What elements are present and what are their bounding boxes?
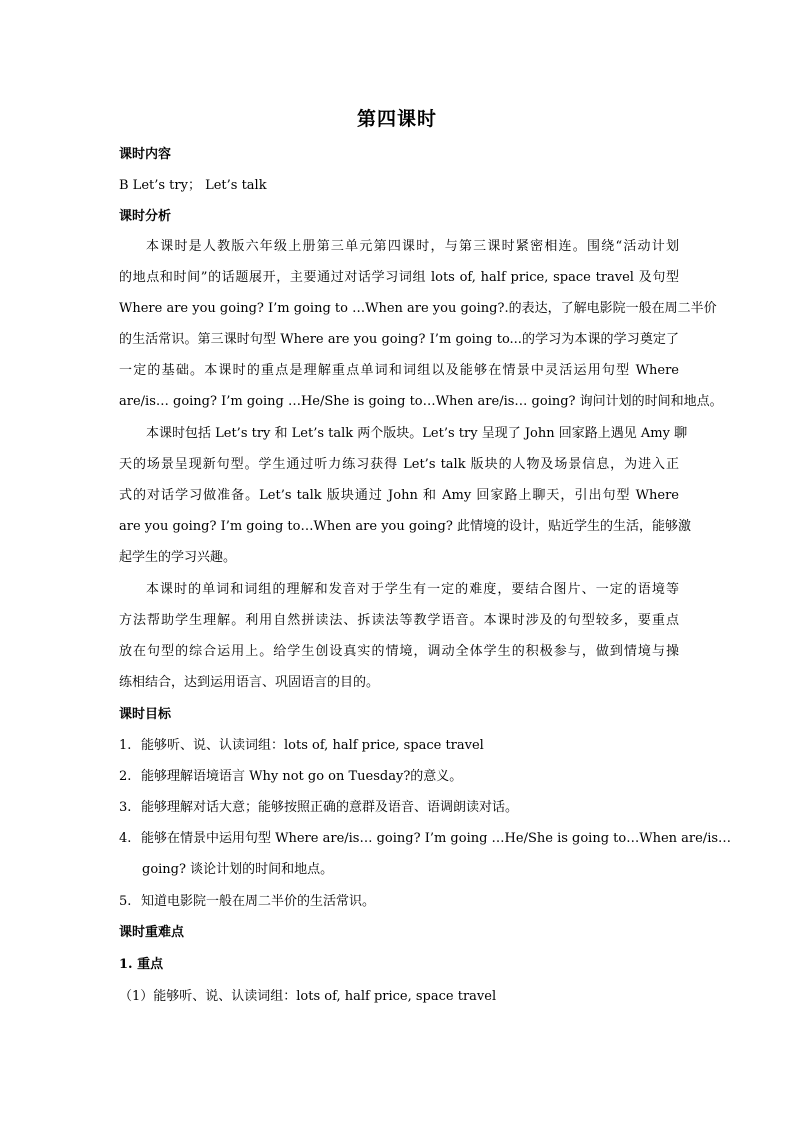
goal-item bbox=[119, 736, 679, 756]
analysis-line: 放在句型的综合运用上。给学生创设真实的情境，调动全体学生的积极参与，做到情境与操 bbox=[119, 644, 679, 659]
analysis-line: 天的场景呈现新句型。学生通过听力练习获得 Let’s talk 版块的人物及场景信息，为进入正 bbox=[119, 457, 679, 472]
analysis-line: are/is… going? I’m going …He/She is going to…When are/is… going? 询问计划的时间和地点。 bbox=[119, 394, 723, 409]
goal-number: 4. bbox=[119, 831, 132, 846]
goal-text: 知道电影院一般在周二半价的生活常识。 bbox=[141, 894, 376, 909]
analysis-line: 练相结合，达到运用语言、巩固语言的目的。 bbox=[119, 675, 380, 690]
goal-text: 能够理解语境语言 Why not go on Tuesday?的意义。 bbox=[141, 769, 463, 784]
analysis-line: 本课时的单词和词组的理解和发音对于学生有一定的难度，要结合图片、一定的语境等 bbox=[146, 582, 679, 597]
section-heading-goals: 课时目标 bbox=[119, 707, 172, 722]
analysis-line: 本课时是人教版六年级上册第三单元第四课时，与第三课时紧密相连。围绕“活动计划 bbox=[146, 239, 679, 254]
goal-item bbox=[119, 798, 679, 818]
goal-item-continuation bbox=[142, 860, 679, 880]
analysis-line: Where are you going? I’m going to …When are you going?.的表达，了解电影院一般在周二半价 bbox=[119, 301, 717, 316]
analysis-line: 起学生的学习兴趣。 bbox=[119, 550, 237, 565]
section-heading-content: 课时内容 bbox=[119, 147, 172, 162]
section-heading-analysis: 课时分析 bbox=[119, 209, 172, 224]
analysis-line: 一定的基础。本课时的重点是理解重点单词和词组以及能够在情景中灵活运用句型 Where bbox=[119, 363, 679, 378]
goal-text: 能够在情景中运用句型 Where are/is… going? I’m going …He/She is going to…When are/is… bbox=[141, 831, 732, 846]
goal-text: going? 谈论计划的时间和地点。 bbox=[142, 862, 334, 877]
page-title: 第四课时 bbox=[356, 108, 437, 130]
sub-heading-key-points: 1. 重点 bbox=[119, 957, 164, 972]
analysis-line: 的地点和时间”的话题展开，主要通过对话学习词组 lots of, half price, space travel 及句型 bbox=[119, 270, 679, 285]
analysis-line: are you going? I’m going to…When are you going? 此情境的设计，贴近学生的生活，能够激 bbox=[119, 519, 691, 534]
goal-number: 5. bbox=[119, 894, 132, 909]
analysis-line: 的生活常识。第三课时句型 Where are you going? I’m going to...的学习为本课的学习奠定了 bbox=[119, 332, 679, 347]
key-point-item: （1）能够听、说、认读词组：lots of, half price, space travel bbox=[119, 989, 497, 1004]
analysis-line: 式的对话学习做准备。Let’s talk 版块通过 John 和 Amy 回家路上聊天，引出句型 Where bbox=[119, 488, 679, 503]
goal-number: 2. bbox=[119, 769, 132, 784]
content-text: B Let’s try； Let’s talk bbox=[119, 178, 267, 193]
section-heading-difficulties: 课时重难点 bbox=[119, 925, 185, 940]
goal-item bbox=[119, 892, 679, 912]
goal-number: 1. bbox=[119, 738, 132, 753]
analysis-line: 本课时包括 Let’s try 和 Let’s talk 两个版块。Let’s try 呈现了 John 回家路上遇见 Amy 聊 bbox=[146, 426, 688, 441]
goal-item bbox=[119, 767, 679, 787]
goal-text: 能够理解对话大意；能够按照正确的意群及语音、语调朗读对话。 bbox=[141, 800, 519, 815]
analysis-line: 方法帮助学生理解。利用自然拼读法、拆读法等教学语音。本课时涉及的句型较多，要重点 bbox=[119, 613, 679, 628]
goal-text: 能够听、说、认读词组：lots of, half price, space travel bbox=[141, 738, 484, 753]
goal-item bbox=[119, 829, 732, 849]
goal-number: 3. bbox=[119, 800, 132, 815]
